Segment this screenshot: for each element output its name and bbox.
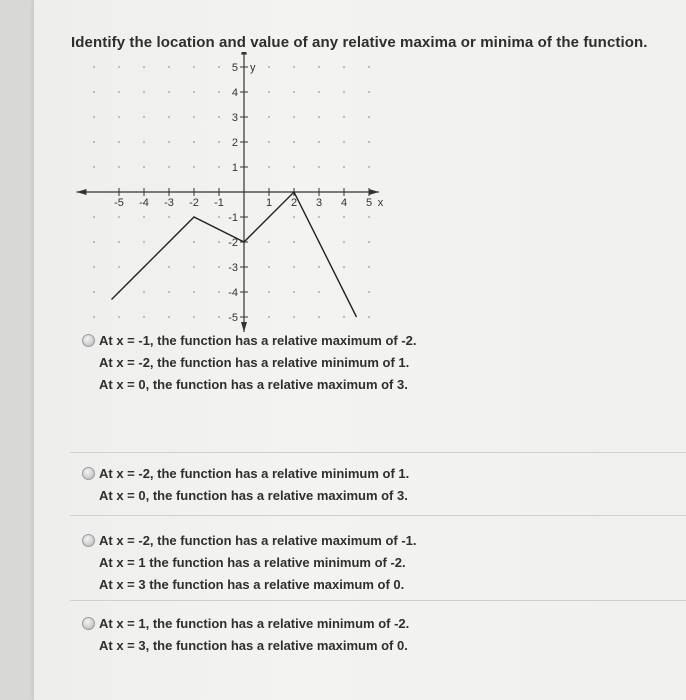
y-tick-label: 1 — [231, 162, 238, 174]
grid-dot — [118, 166, 120, 168]
y-axis-arrow-up — [241, 52, 247, 55]
grid-dot — [193, 66, 195, 68]
grid-dot — [318, 66, 320, 68]
grid-dot — [343, 266, 345, 268]
grid-dot — [318, 91, 320, 93]
grid-dot — [293, 91, 295, 93]
radio-button[interactable] — [82, 617, 95, 630]
question-text: Identify the location and value of any relative maxima or minima of the function. — [71, 34, 648, 51]
grid-dot — [143, 291, 145, 293]
grid-dot — [168, 166, 170, 168]
grid-dot — [218, 291, 220, 293]
grid-dot — [118, 316, 120, 318]
x-tick-label: 2 — [290, 197, 298, 209]
grid-dot — [343, 116, 345, 118]
grid-dot — [368, 266, 370, 268]
option-line: At x = -2, the function has a relative maximum of -1. — [99, 533, 417, 548]
grid-dot — [268, 291, 270, 293]
x-tick-label: 1 — [265, 197, 273, 209]
grid-dot — [168, 316, 170, 318]
grid-dot — [318, 291, 320, 293]
grid-dot — [168, 291, 170, 293]
y-tick-label: -2 — [228, 237, 238, 249]
y-tick-label: 4 — [231, 87, 238, 99]
grid-dot — [293, 116, 295, 118]
grid-dot — [268, 241, 270, 243]
grid-dot — [293, 166, 295, 168]
grid-dot — [143, 316, 145, 318]
grid-dot — [218, 91, 220, 93]
grid-dot — [268, 166, 270, 168]
question-page — [34, 0, 686, 700]
grid-dot — [143, 91, 145, 93]
grid-dot — [143, 116, 145, 118]
grid-dot — [218, 316, 220, 318]
option-line: At x = 0, the function has a relative maximum of 3. — [99, 377, 408, 392]
grid-dot — [268, 66, 270, 68]
option-line: At x = -2, the function has a relative minimum of 1. — [99, 355, 410, 370]
x-axis-arrow-left — [77, 189, 87, 195]
grid-dot — [343, 141, 345, 143]
grid-dot — [193, 166, 195, 168]
grid-dot — [368, 166, 370, 168]
option-line: At x = -1, the function has a relative maximum of -2. — [99, 333, 417, 348]
grid-dot — [193, 266, 195, 268]
grid-dot — [368, 241, 370, 243]
grid-dot — [218, 166, 220, 168]
grid-dot — [268, 91, 270, 93]
grid-dot — [93, 66, 95, 68]
grid-dot — [118, 266, 120, 268]
grid-dot — [193, 91, 195, 93]
grid-dot — [293, 66, 295, 68]
grid-dot — [368, 91, 370, 93]
grid-dot — [118, 116, 120, 118]
divider — [70, 600, 686, 601]
grid-dot — [218, 216, 220, 218]
option-line: At x = -2, the function has a relative minimum of 1. — [99, 466, 410, 481]
grid-dot — [343, 91, 345, 93]
grid-dot — [118, 91, 120, 93]
grid-dot — [268, 116, 270, 118]
grid-dot — [268, 316, 270, 318]
grid-dot — [343, 241, 345, 243]
grid-dot — [368, 141, 370, 143]
grid-dot — [93, 241, 95, 243]
grid-dot — [168, 116, 170, 118]
x-axis-label: x — [377, 197, 384, 209]
grid-dot — [193, 316, 195, 318]
grid-dot — [343, 316, 345, 318]
option-line: At x = 0, the function has a relative maximum of 3. — [99, 488, 408, 503]
grid-dot — [318, 266, 320, 268]
grid-dot — [318, 116, 320, 118]
y-axis-label: y — [250, 62, 256, 74]
grid-dot — [218, 141, 220, 143]
grid-dot — [318, 141, 320, 143]
y-tick-label: -5 — [228, 312, 238, 324]
grid-dot — [368, 116, 370, 118]
y-tick-label: -4 — [228, 287, 238, 299]
grid-dot — [293, 316, 295, 318]
x-tick-label: -1 — [214, 197, 224, 209]
grid-dot — [218, 66, 220, 68]
radio-button[interactable] — [82, 467, 95, 480]
y-tick-label: -3 — [228, 262, 238, 274]
grid-dot — [118, 66, 120, 68]
grid-dot — [143, 166, 145, 168]
grid-dot — [318, 216, 320, 218]
option-line: At x = 3, the function has a relative maximum of 0. — [99, 638, 408, 653]
grid-dot — [268, 141, 270, 143]
x-axis-arrow-right — [369, 189, 379, 195]
grid-dot — [168, 66, 170, 68]
function-graph — [68, 52, 388, 352]
grid-dot — [193, 116, 195, 118]
grid-dot — [218, 266, 220, 268]
grid-dot — [193, 241, 195, 243]
grid-dot — [343, 216, 345, 218]
grid-dot — [168, 266, 170, 268]
grid-dot — [93, 316, 95, 318]
grid-dot — [368, 316, 370, 318]
radio-button[interactable] — [82, 334, 95, 347]
x-tick-label: 4 — [340, 197, 348, 209]
grid-dot — [293, 216, 295, 218]
grid-dot — [143, 241, 145, 243]
grid-dot — [218, 241, 220, 243]
grid-dot — [168, 91, 170, 93]
grid-dot — [93, 216, 95, 218]
divider — [70, 515, 686, 516]
grid-dot — [93, 91, 95, 93]
grid-dot — [168, 141, 170, 143]
option-line: At x = 3 the function has a relative maximum of 0. — [99, 577, 405, 592]
grid-dot — [93, 141, 95, 143]
divider — [70, 452, 686, 453]
grid-dot — [118, 241, 120, 243]
grid-dot — [193, 291, 195, 293]
x-tick-label: 5 — [365, 197, 373, 209]
x-tick-label: -3 — [164, 197, 174, 209]
grid-dot — [293, 291, 295, 293]
y-tick-label: 5 — [231, 62, 238, 74]
grid-dot — [318, 166, 320, 168]
radio-button[interactable] — [82, 534, 95, 547]
grid-dot — [293, 141, 295, 143]
grid-dot — [343, 66, 345, 68]
y-tick-label: 2 — [231, 137, 238, 149]
grid-dot — [293, 241, 295, 243]
grid-dot — [368, 216, 370, 218]
x-tick-label: -2 — [189, 197, 199, 209]
grid-dot — [193, 141, 195, 143]
option-line: At x = 1 the function has a relative minimum of -2. — [99, 555, 406, 570]
grid-dot — [368, 291, 370, 293]
x-tick-label: 3 — [315, 197, 323, 209]
grid-dot — [118, 216, 120, 218]
grid-dot — [143, 66, 145, 68]
grid-dot — [318, 316, 320, 318]
grid-dot — [218, 116, 220, 118]
grid-dot — [168, 216, 170, 218]
grid-dot — [118, 141, 120, 143]
grid-dot — [93, 266, 95, 268]
option-line: At x = 1, the function has a relative minimum of -2. — [99, 616, 410, 631]
grid-dot — [93, 166, 95, 168]
grid-dot — [368, 66, 370, 68]
grid-dot — [343, 166, 345, 168]
grid-dot — [293, 266, 295, 268]
y-tick-label: -1 — [228, 212, 238, 224]
grid-dot — [93, 116, 95, 118]
grid-dot — [93, 291, 95, 293]
grid-dot — [268, 266, 270, 268]
y-tick-label: 3 — [231, 112, 238, 124]
x-tick-label: -4 — [139, 197, 149, 209]
grid-dot — [143, 141, 145, 143]
x-tick-label: -5 — [114, 197, 124, 209]
grid-dot — [143, 216, 145, 218]
